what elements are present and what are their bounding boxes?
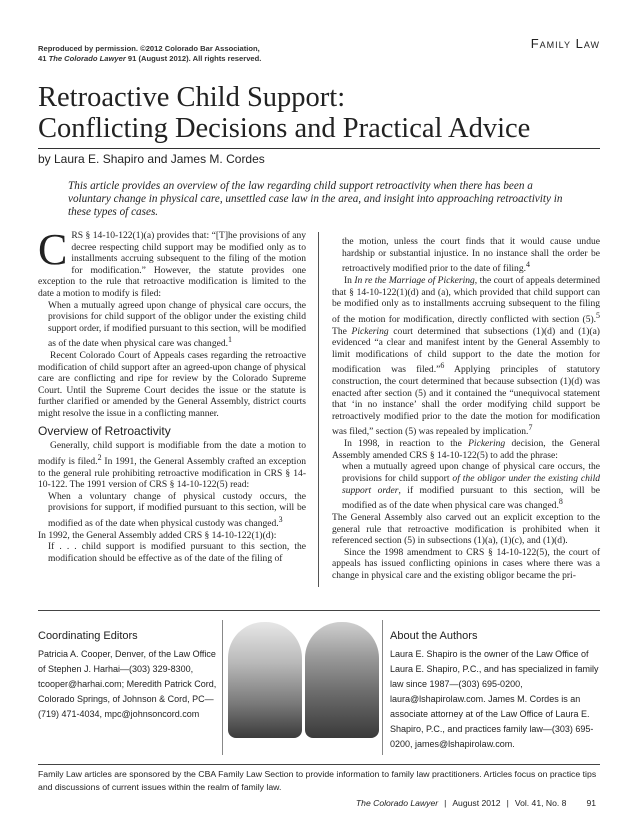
section-label: Family Law — [530, 36, 600, 51]
paragraph-1998 — [332, 438, 600, 461]
footnote-ref: 3 — [278, 515, 283, 524]
overview-text-b: In 1991, the General Assembly crafted an exception to the general rule prohibiting retroactive modification in CRS § 14-10-122. The 1991 version of CRS § 14-10-122(5) read: — [38, 456, 306, 491]
repro-line-1: Reproduced by permission. ©2012 Colorado Bar Association, — [38, 44, 260, 53]
repro-rights: 91 (August 2012). All rights reserved. — [125, 54, 262, 63]
title-line-2: Conflicting Decisions and Practical Advice — [38, 113, 531, 144]
pickering-post: , the court of appeals determined that § 14-10-122(1)(d) and (a), which provided that child support can be modified only as to installments accruing subsequent to the filing of the motion for modification, directly conflicted with section (5). — [332, 274, 601, 325]
sidebar-rule — [38, 610, 600, 611]
block-quote-4 — [342, 461, 600, 512]
sponsor-rule — [38, 764, 600, 765]
quote-4-pre: when a mutually agreed upon change of physical care occurs, the provisions for child support — [342, 461, 600, 484]
footnote-ref: 4 — [525, 260, 530, 270]
article-title — [38, 82, 598, 144]
footnote-ref: 1 — [228, 335, 232, 345]
quote-4-post: , if modified pursuant to this section, will be modified as of the date when physical care was changed. — [342, 484, 600, 512]
footnote-ref: 8 — [558, 497, 563, 507]
repro-volume: 41 — [38, 54, 49, 63]
column-divider — [318, 232, 319, 587]
reproduction-notice — [38, 44, 338, 64]
quote-3-cont-text: the motion, unless the court finds that it would cause undue hardship or substantial injustice. In no instance shall the order be retroactively modified prior to the date of filing. — [342, 236, 600, 275]
block-quote-1 — [48, 300, 306, 351]
pickering-pre: In — [344, 274, 355, 286]
sidebar-divider — [222, 620, 223, 755]
case-name: In re the Marriage of Pickering — [354, 274, 475, 286]
about-authors-heading: About the Authors — [390, 630, 478, 642]
abstract: This article provides an overview of the law regarding child support retroactivity when there has been a voluntary change in physical care, unsettled case law in the area, and insight into approaching retroactivity in these types of cases. — [68, 180, 563, 218]
quote-1-text: When a mutually agreed upon change of physical care occurs, the provisions for child support of the obligor under the existing child support order, if modified pursuant to this section, will be modified as of the date when physical care was changed. — [48, 299, 306, 350]
page-number: 91 — [586, 798, 596, 808]
1998-post: decision, the General Assembly amended CRS § 14-10-122(5) to add the phrase: — [332, 438, 600, 461]
paragraph-since-1998: Since the 1998 amendment to CRS § 14-10-122(5), the court of appeals has issued conflicting opinions in cases where there was a change in physical care and the existing obligor became the pri- — [332, 546, 600, 581]
footnote-ref: 5 — [596, 310, 600, 320]
title-line-1: Retroactive Child Support: — [38, 82, 346, 113]
footnote-ref: 6 — [440, 361, 445, 371]
footnote-ref: 7 — [528, 423, 533, 433]
case-name: Pickering — [468, 438, 506, 450]
author-photo-laura-shapiro — [228, 622, 302, 738]
block-quote-3-cont — [342, 236, 600, 275]
page-footer: The Colorado Lawyer | August 2012 | Vol. 41, No. 8 91 — [355, 798, 596, 808]
footnote-ref: 2 — [97, 452, 102, 462]
paragraph-intro: RS § 14-10-122(1)(a) provides that: “[T]he provisions of any decree respecting child support may be modified only as to installments accruing subsequent to the filing of the motion for modification.” However, the statute provides one exception to the rule that retroactive modification is limited to the date a motion to modify is filed: — [38, 230, 306, 299]
footer-date: August 2012 — [452, 798, 501, 808]
paragraph-pickering — [332, 275, 600, 438]
case-name: Pickering — [351, 325, 389, 337]
coordinating-editors-heading: Coordinating Editors — [38, 630, 138, 642]
title-rule — [38, 148, 600, 149]
pickering-end: court determined that subsections (1)(d) and (1)(a) evidenced “a clear and manifest intent by the General Assembly to limit modifications of child support to the date the motion for modification was filed.” — [332, 325, 600, 376]
heading-overview: Overview of Retroactivity — [38, 423, 171, 438]
byline: by Laura E. Shapiro and James M. Cordes — [38, 152, 265, 166]
paragraph-1992: In 1992, the General Assembly added CRS § 14-10-122(1)(d): — [38, 529, 277, 541]
author-photo-james-cordes — [305, 622, 379, 738]
footer-volume: Vol. 41, No. 8 — [514, 798, 567, 808]
repro-journal: The Colorado Lawyer — [48, 54, 126, 63]
sidebar-divider — [382, 620, 383, 755]
left-column — [38, 225, 306, 565]
overview-text-a: Generally, child support is modifiable from the date a motion to modify is filed. — [38, 440, 306, 468]
block-quote-3: If . . . child support is modified pursuant to this section, the modification should be effective as of the date of the filing of — [48, 541, 306, 564]
about-authors-text: Laura E. Shapiro is the owner of the Law Office of Laura E. Shapiro, P.C., and has specialized in family law since 1987—(303) 695-0200, laura@lshapirolaw.com. James M. Cordes is an associate attorney at of the Law Office of Laura E. Shapiro, P.C., and practices family law—(303) 695-0200, james@lshapirolaw.com. — [390, 649, 599, 749]
coordinating-editors-text: Patricia A. Cooper, Denver, of the Law Office of Stephen J. Harhai—(303) 329-8300, tcooper@harhai.com; Meredith Patrick Cord, Colorado Springs, of Johnson & Cord, PC—(719) 471-4034, mpc@johnsoncord.com — [38, 649, 217, 719]
footer-journal: The Colorado Lawyer — [355, 798, 439, 808]
sponsor-note: Family Law articles are sponsored by the CBA Family Law Section to provide information to family law practitioners. Articles focus on practice tips and discussions of current issues within the realm of family law. — [38, 769, 597, 792]
pickering-mid: The — [332, 325, 352, 337]
quote-4-em: of the obligor under the existing child support order — [342, 472, 600, 496]
drop-cap: C — [38, 225, 68, 274]
paragraph-recent-cases: Recent Colorado Court of Appeals cases regarding the retroactive modification of child support after an agreed-upon change of physical care are conflicting and ripe for review by the Colorado Supreme Court. Until the Supreme Court decides the issue or the statute is further clarified or amended by the General Assembly, district courts might resolve the issue in a conflicting manner. — [38, 350, 306, 420]
repro-line-2 — [38, 54, 338, 64]
block-quote-2 — [48, 491, 306, 530]
paragraph-overview — [38, 440, 306, 491]
paragraph-exception: The General Assembly also carved out an explicit exception to the general rule that retroactive modification is prohibited when it referenced section (5) in subsections (1)(a), (1)(c), and (1)(d). — [332, 511, 600, 547]
quote-2-text: When a voluntary change of physical custody occurs, the provisions for support, if modified pursuant to this section, will be modified as of the date when physical custody was changed. — [48, 490, 306, 530]
1998-pre: In 1998, in reaction to the — [344, 438, 469, 450]
pickering-tail: Applying principles of statutory construction, the court determined that because subsection (1)(d) was enacted after section (5) and it contained the “unequivocal statement that ‘in no instance’ shall the order modifying child support be retroactively modified prior to the date the motion for modification was filed,” section (5) was repealed by implication. — [332, 364, 600, 438]
right-column — [332, 236, 600, 581]
